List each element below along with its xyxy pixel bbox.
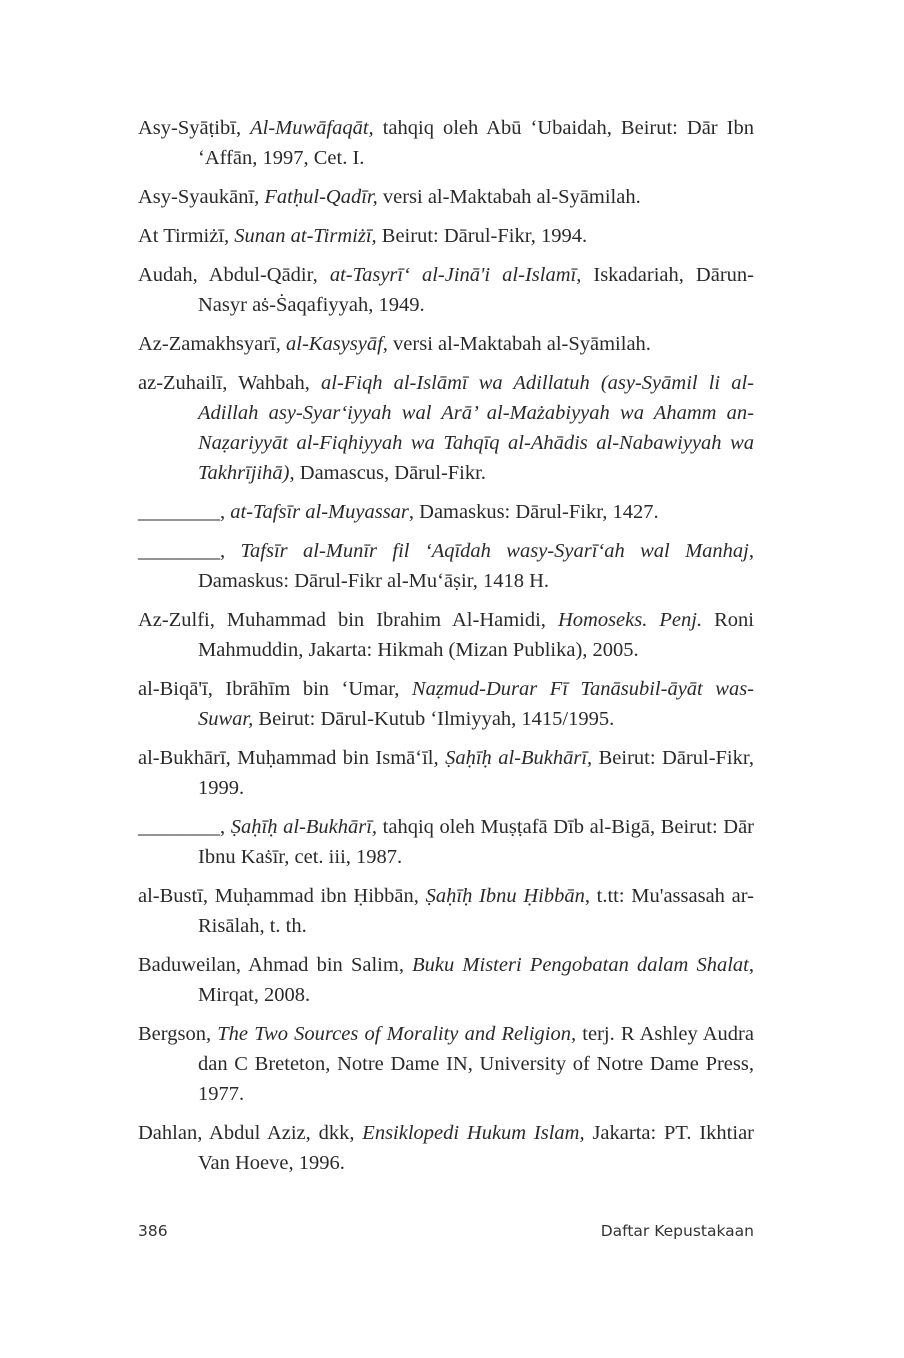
bibliography-entry xyxy=(138,1019,754,1109)
entry-publication: , Damaskus: Dārul-Fikr, 1427. xyxy=(408,501,659,523)
entry-publication: versi al-Maktabah al-Syāmilah. xyxy=(377,186,641,208)
entry-title: Ṣaḥīḥ al-Bukhārī, xyxy=(445,747,593,769)
entry-author: Az-Zamakhsyarī, xyxy=(138,333,286,355)
entry-title: al-Kasysyāf, xyxy=(286,333,388,355)
entry-publication: , Mirqat, 2008. xyxy=(198,954,754,1006)
page-footer xyxy=(138,1222,754,1240)
entry-author: Audah, Abdul-Qādir, xyxy=(138,264,330,286)
page-number: 386 xyxy=(138,1222,168,1240)
entry-publication: Jakarta: PT. Ikhtiar Van Hoeve, 1996. xyxy=(198,1122,755,1174)
entry-publication: , t.tt: Mu'assasah ar-Risālah, t. th. xyxy=(198,885,754,937)
bibliography-entry xyxy=(138,743,754,803)
entry-title: Homoseks. Penj. xyxy=(557,609,703,631)
entry-publication: terj. R Ashley Audra dan C Breteton, Notre Dame IN, University of Notre Dame Press, 1977. xyxy=(198,1023,754,1105)
entry-title: at-Tasyrī‘ al-Jinā'i al-Islamī, xyxy=(329,264,582,286)
entry-publication: versi al-Maktabah al-Syāmilah. xyxy=(387,333,651,355)
entry-author: Az-Zulfi, Muhammad bin Ibrahim Al-Hamidi, xyxy=(138,609,558,631)
entry-author: Asy-Syaukānī, xyxy=(138,186,265,208)
entry-title: Buku Misteri Pengobatan dalam Shalat xyxy=(412,954,749,976)
bibliography-entry xyxy=(138,605,754,665)
bibliography-entry xyxy=(138,1118,754,1178)
entry-title: al-Fiqh al-Islāmī wa Adillatuh (asy-Syāmil li al-Adillah asy-Syar‘iyyah wal Arā’ al-Mażabiyyah wa Ahamm an-Naẓariyyāt al-Fiqhiyyah wa Tahqīq al-Ahādis al-Nabawiyyah wa Takhrījihā) xyxy=(198,372,754,484)
entry-publication: , Damaskus: Dārul-Fikr al-Mu‘āṣir, 1418 H. xyxy=(198,540,755,592)
entry-title: Tafsīr al-Munīr fil ‘Aqīdah wasy-Syarī‘ah wal Manhaj xyxy=(240,540,749,562)
bibliography-list xyxy=(138,113,754,1187)
bibliography-entry xyxy=(138,182,754,212)
bibliography-entry xyxy=(138,950,754,1010)
entry-title: Ṣaḥīḥ al-Bukhārī, xyxy=(230,816,378,838)
entry-publication: , Damascus, Dārul-Fikr. xyxy=(289,462,486,484)
entry-title: Ṣaḥīḥ Ibnu Ḥibbān xyxy=(425,885,585,907)
entry-author: Dahlan, Abdul Aziz, dkk, xyxy=(138,1122,363,1144)
entry-author: Asy-Syāṭibī, xyxy=(138,117,251,139)
entry-publication: Beirut: Dārul-Fikr, 1994. xyxy=(376,225,588,247)
bibliography-entry xyxy=(138,329,754,359)
entry-publication: Beirut: Dārul-Kutub ‘Ilmiyyah, 1415/1995. xyxy=(253,708,615,730)
bibliography-entry xyxy=(138,881,754,941)
bibliography-entry xyxy=(138,536,754,596)
entry-author: Baduweilan, Ahmad bin Salim, xyxy=(138,954,413,976)
entry-title: at-Tafsīr al-Muyassar xyxy=(230,501,409,523)
bibliography-entry xyxy=(138,812,754,872)
entry-title: Al-Muwāfaqāt, xyxy=(250,117,374,139)
section-title: Daftar Kepustakaan xyxy=(600,1222,754,1240)
entry-publication: tahqiq oleh Muṣṭafā Dīb al-Bigā, Beirut: Dār Ibnu Kaṡīr, cet. iii, 1987. xyxy=(198,816,755,868)
entry-publication: Beirut: Dārul-Fikr, 1999. xyxy=(198,747,754,799)
bibliography-entry xyxy=(138,113,754,173)
entry-author: ________, xyxy=(138,540,241,562)
entry-author: al-Biqā'ī, Ibrāhīm bin ‘Umar, xyxy=(138,678,412,700)
entry-title: Naẓmud-Durar Fī Tanāsubil-āyāt was-Suwar, xyxy=(198,678,755,730)
bibliography-entry xyxy=(138,221,754,251)
entry-title: Sunan at-Tirmiżī, xyxy=(234,225,377,247)
bibliography-entry xyxy=(138,674,754,734)
entry-title: Fatḥul-Qadīr, xyxy=(264,186,378,208)
bibliography-entry xyxy=(138,368,754,488)
entry-author: ________, xyxy=(138,816,231,838)
entry-title: The Two Sources of Morality and Religion, xyxy=(217,1023,577,1045)
entry-title: Ensiklopedi Hukum Islam, xyxy=(362,1122,585,1144)
bibliography-entry xyxy=(138,260,754,320)
entry-author: At Tirmiżī, xyxy=(138,225,235,247)
entry-author: al-Bukhārī, Muḥammad bin Ismā‘īl, xyxy=(138,747,446,769)
entry-author: Bergson, xyxy=(138,1023,218,1045)
entry-publication: tahqiq oleh Abū ‘Ubaidah, Beirut: Dār Ibn ‘Affān, 1997, Cet. I. xyxy=(198,117,754,169)
entry-author: ________, xyxy=(138,501,231,523)
entry-publication: Iskadariah, Dārun-Nasyr aṡ-Ṡaqafiyyah, 1949. xyxy=(198,264,754,316)
entry-publication: Roni Mahmuddin, Jakarta: Hikmah (Mizan Publika), 2005. xyxy=(198,609,754,661)
entry-author: al-Bustī, Muḥammad ibn Ḥibbān, xyxy=(138,885,426,907)
entry-author: az-Zuhailī, Wahbah, xyxy=(138,372,321,394)
bibliography-entry xyxy=(138,497,754,527)
